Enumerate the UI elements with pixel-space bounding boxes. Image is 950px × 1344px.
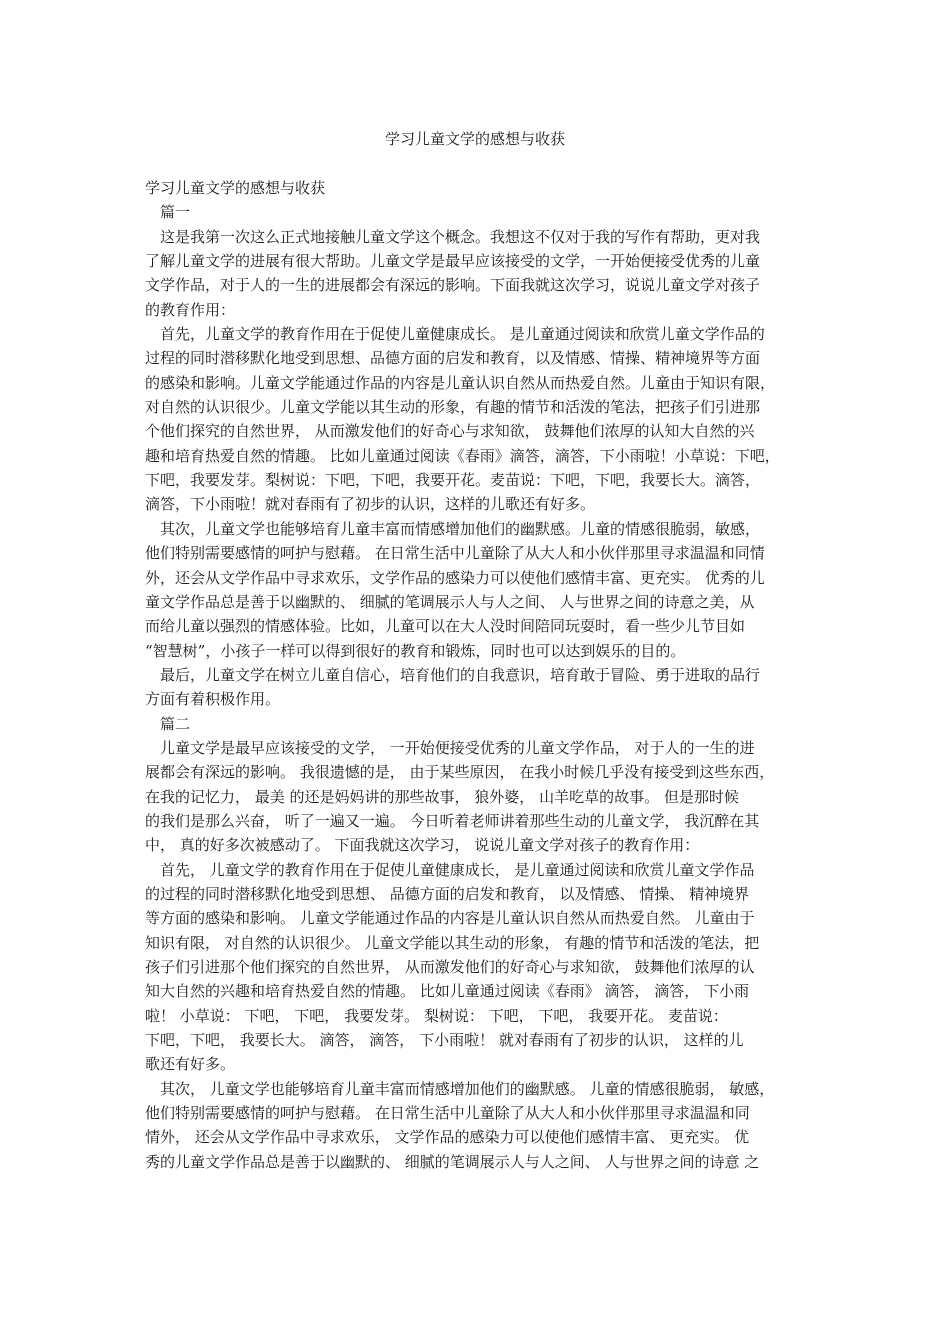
document-body: 学习儿童文学的感想与收获 篇一 这是我第一次这么正式地接触儿童文学这个概念。我想这不仅对于我的写作有帮助，更对我 了解儿童文学的进展有很大帮助。儿童文学是最早应该接受的文学，一开始便接受优秀的儿童 文学作品，对于人的一生的进展都会有深远的影响。下面我就这次学习，说说儿童文学对孩子 的教育作用： 首先，儿童文学的教育作用在于促使儿童健康成长。 是儿童通过阅读和欣赏儿童文学作品的 过程的同时潜移默化地受到思想、品德方面的启发和教育，以及情感、情操、精神境界等方面 的感染和影响。儿童文学能通过作品的内容是儿童认识自然从而热爱自然。儿童由于知识有限， 对自然的认识很少。儿童文学能以其生动的形象，有趣的情节和活泼的笔法，把孩子们引进那 个他们探究的自然世界， 从而激发他们的好奇心与求知欲， 鼓舞他们浓厚的认知大自然的兴 趣和培育热爱自然的情趣。 比如儿童通过阅读《春雨》滴答，滴答，下小雨啦！小草说：下吧， 下吧，我要发芽。梨树说：下吧，下吧，我要开花。麦苗说：下吧，下吧，我要长大。滴答， 滴答，下小雨啦！就对春雨有了初步的认识，这样的儿歌还有好多。 其次，儿童文学也能够培育儿童丰富而情感增加他们的幽默感。儿童的情感很脆弱，敏感， 他们特别需要感情的呵护与慰藉。 在日常生活中儿童除了从大人和小伙伴那里寻求温温和同情 外，还会从文学作品中寻求欢乐，文学作品的感染力可以使他们感情丰富、更充实。 优秀的儿 童文学作品总是善于以幽默的、 细腻的笔调展示人与人之间、 人与世界之间的诗意之美，从 而给儿童以强烈的情感体验。比如，儿童可以在大人没时间陪同玩耍时，看一些少儿节目如 “智慧树”，小孩子一样可以得到很好的教育和锻炼，同时也可以达到娱乐的目的。 最后，儿童文学在树立儿童自信心，培育他们的自我意识，培育敢于冒险、勇于进取的品行 方面有着积极作用。 篇二 儿童文学是最早应该接受的文学， 一开始便接受优秀的儿童文学作品， 对于人的一生的进 展都会有深远的影响。 我很遗憾的是， 由于某些原因， 在我小时候几乎没有接受到这些东西， 在我的记忆力， 最美 的还是妈妈讲的那些故事， 狼外婆， 山羊吃草的故事。 但是那时候 的我们是那么兴奋， 听了一遍又一遍。 今日听着老师讲着那些生动的儿童文学， 我沉醉在其 中， 真的好多次被感动了。 下面我就这次学习， 说说儿童文学对孩子的教育作用： 首先， 儿童文学的教育作用在于促使儿童健康成长， 是儿童通过阅读和欣赏儿童文学作品 的过程的同时潜移默化地受到思想、 品德方面的启发和教育， 以及情感、 情操、 精神境界 等方面的感染和影响。 儿童文学能通过作品的内容是儿童认识自然从而热爱自然。 儿童由于 知识有限， 对自然的认识很少。 儿童文学能以其生动的形象， 有趣的情节和活泼的笔法，把 孩子们引进那个他们探究的自然世界， 从而激发他们的好奇心与求知欲， 鼓舞他们浓厚的认 知大自然的兴趣和培育热爱自然的情趣。 比如儿童通过阅读《春雨》 滴答， 滴答， 下小雨 啦！ 小草说： 下吧， 下吧， 我要发芽。 梨树说： 下吧， 下吧， 我要开花。 麦苗说： 下吧，下吧， 我要长大。 滴答， 滴答， 下小雨啦！ 就对春雨有了初步的认识， 这样的儿 歌还有好多。 其次， 儿童文学也能够培育儿童丰富而情感增加他们的幽默感。 儿童的情感很脆弱， 敏感， 他们特别需要感情的呵护与慰藉。 在日常生活中儿童除了从大人和小伙伴那里寻求温温和同 情外， 还会从文学作品中寻求欢乐， 文学作品的感染力可以使他们感情丰富、 更充实。 优 秀的儿童文学作品总是善于以幽默的、 细腻的笔调展示人与人之间、 人与世界之间的诗意 之 <box>145 179 780 1171</box>
document-title: 学习儿童文学的感想与收获 <box>384 130 565 148</box>
